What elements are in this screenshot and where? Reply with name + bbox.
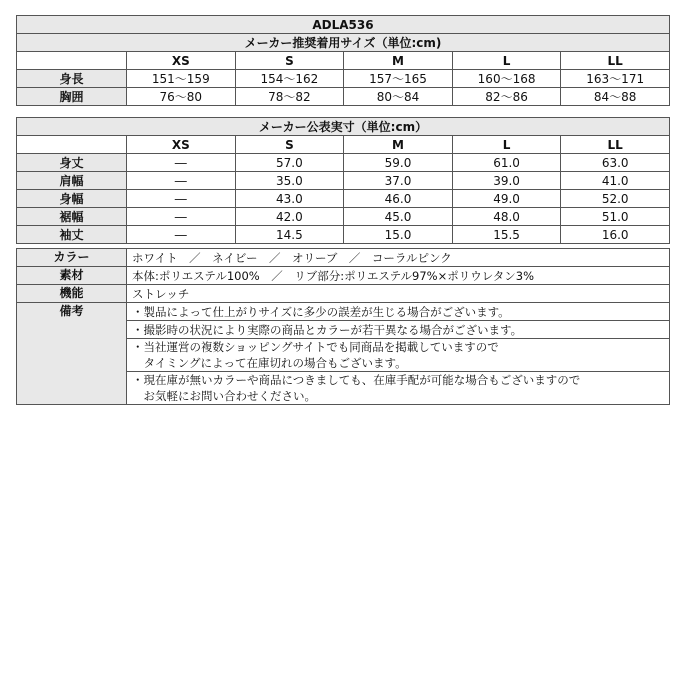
table-cell: 63.0 [561,154,670,172]
table-row [17,226,670,244]
table-cell: 78〜82 [235,88,344,106]
row-label: 身幅 [17,190,127,208]
table-cell: 82〜86 [452,88,561,106]
row-label: 肩幅 [17,172,127,190]
recommended-size-title: メーカー推奨着用サイズ（単位:cm) [17,34,670,52]
product-info-table [16,248,670,405]
table-cell: 43.0 [235,190,344,208]
size-header: L [452,52,561,70]
note-item: ・撮影時の状況により実際の商品とカラーが若干異なる場合がございます。 [127,321,670,339]
material-label: 素材 [17,267,127,285]
table-cell: 42.0 [235,208,344,226]
table-cell: 49.0 [452,190,561,208]
row-label: 裾幅 [17,208,127,226]
table-cell: 59.0 [344,154,453,172]
info-row-function [17,285,670,303]
size-header: S [235,52,344,70]
table-cell: 160〜168 [452,70,561,88]
size-header: L [452,136,561,154]
note-line: ・当社運営の複数ショッピングサイトでも同商品を掲載していますので [132,340,499,354]
table-cell: 15.5 [452,226,561,244]
actual-measurement-title: メーカー公表実寸（単位:cm） [17,118,670,136]
table-cell: 46.0 [344,190,453,208]
table-row [17,70,670,88]
table-row [17,154,670,172]
table-cell: 154〜162 [235,70,344,88]
size-header: S [235,136,344,154]
table-cell: 15.0 [344,226,453,244]
table-cell: 157〜165 [344,70,453,88]
table-cell: 45.0 [344,208,453,226]
table-cell: 48.0 [452,208,561,226]
table-cell: ― [127,172,236,190]
size-header: XS [127,52,236,70]
info-row-notes [17,303,670,321]
row-label: 袖丈 [17,226,127,244]
table-cell: ― [127,226,236,244]
notes-label: 備考 [17,303,127,405]
size-header: XS [127,136,236,154]
size-header: LL [561,52,670,70]
size-header: LL [561,136,670,154]
color-label: カラー [17,249,127,267]
info-row-color [17,249,670,267]
size-header-row [17,52,670,70]
table-row [17,172,670,190]
table-cell: 41.0 [561,172,670,190]
note-line: お気軽にお問い合わせください。 [132,389,316,403]
note-line: ・現在庫が無いカラーや商品につきましても、在庫手配が可能な場合もございますので [132,373,581,387]
row-label: 胸囲 [17,88,127,106]
table-cell: 57.0 [235,154,344,172]
function-value: ストレッチ [127,285,670,303]
table-cell: ― [127,190,236,208]
table-row [17,88,670,106]
table-cell: 39.0 [452,172,561,190]
recommended-size-table [16,15,670,106]
table-row [17,208,670,226]
info-row-material [17,267,670,285]
row-label: 身丈 [17,154,127,172]
table-cell: 14.5 [235,226,344,244]
row-label: 身長 [17,70,127,88]
table-cell: 61.0 [452,154,561,172]
size-header-row [17,136,670,154]
note-line: タイミングによって在庫切れの場合もございます。 [132,356,407,370]
material-value: 本体:ポリエステル100% ／ リブ部分:ポリエステル97%×ポリウレタン3% [127,267,670,285]
table-cell: 16.0 [561,226,670,244]
size-header: M [344,136,453,154]
note-item [127,339,670,372]
color-value: ホワイト ／ ネイビー ／ オリーブ ／ コーラルピンク [127,249,670,267]
table-cell: 37.0 [344,172,453,190]
note-item: ・製品によって仕上がりサイズに多少の誤差が生じる場合がございます。 [127,303,670,321]
table-cell: ― [127,154,236,172]
table-cell: ― [127,208,236,226]
table-cell: 84〜88 [561,88,670,106]
table-cell: 151〜159 [127,70,236,88]
actual-measurement-table [16,117,670,244]
note-item [127,372,670,405]
table-cell: 35.0 [235,172,344,190]
table-cell: 52.0 [561,190,670,208]
size-header: M [344,52,453,70]
table-row [17,190,670,208]
table-cell: 80〜84 [344,88,453,106]
function-label: 機能 [17,285,127,303]
table-cell: 51.0 [561,208,670,226]
product-code: ADLA536 [17,16,670,34]
table-cell: 76〜80 [127,88,236,106]
table-cell: 163〜171 [561,70,670,88]
